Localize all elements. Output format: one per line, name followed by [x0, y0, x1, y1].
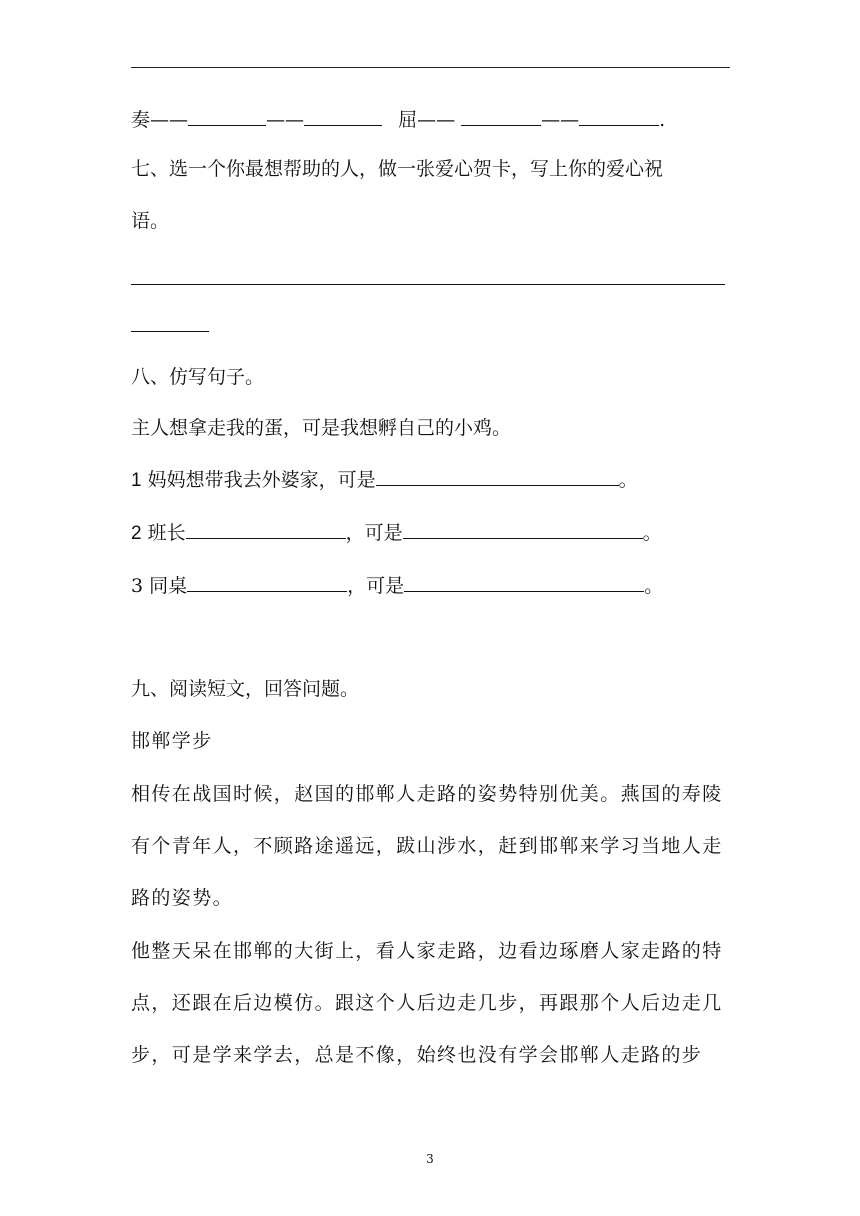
q8-item-3-text: 3 同桌 [131, 575, 188, 597]
q8-item-3-end: 。 [644, 575, 664, 597]
q6-char-1: 奏 [131, 109, 151, 131]
q7-prompt-line-2: 语。 [131, 210, 170, 232]
q8-item-1-end: 。 [618, 469, 638, 491]
q6-answer-row [131, 107, 665, 132]
q8-item-2-mid: ，可是 [345, 522, 403, 544]
passage-paragraph-1-line-2: 有个青年人，不顾路途遥远，跋山涉水，赶到邯郸来学习当地人走 [131, 835, 723, 857]
q6-dash: —— [417, 109, 456, 131]
q7-answer-line-1[interactable] [131, 284, 725, 285]
q8-item-1-number: 1 [131, 470, 142, 491]
q6-blank-4[interactable] [579, 107, 659, 126]
q7-prompt-line-1: 七、选一个你最想帮助的人，做一张爱心贺卡，写上你的爱心祝 [131, 158, 664, 180]
q6-blank-1[interactable] [188, 107, 266, 126]
q6-blank-2[interactable] [304, 107, 382, 126]
q8-item-3-blank-1[interactable] [187, 573, 347, 592]
header-rule [131, 67, 730, 68]
page-number: 3 [426, 1152, 434, 1166]
q8-example-sentence: 主人想拿走我的蛋，可是我想孵自己的小鸡。 [131, 417, 512, 439]
passage-paragraph-1-line-1: 相传在战国时候，赵国的邯郸人走路的姿势特别优美。燕国的寿陵 [131, 783, 723, 805]
q8-item-3-blank-2[interactable] [404, 573, 644, 592]
passage-paragraph-2-line-2: 点，还跟在后边模仿。跟这个人后边走几步，再跟那个人后边走几 [131, 992, 723, 1014]
q6-dash: —— [266, 109, 305, 131]
q8-item-2-blank-2[interactable] [403, 520, 643, 539]
q8-item-3-mid: ，可是 [347, 575, 405, 597]
q7-answer-line-2[interactable] [131, 331, 209, 332]
q6-blank-3[interactable] [461, 107, 541, 126]
q8-item-2 [131, 520, 662, 546]
passage-paragraph-2-line-1: 他整天呆在邯郸的大街上，看人家走路，边看边琢磨人家走路的特 [131, 940, 723, 962]
q9-title: 九、阅读短文，回答问题。 [131, 678, 360, 700]
q8-item-1-blank[interactable] [376, 467, 619, 486]
q8-item-2-text: 班长 [147, 522, 186, 544]
q6-end: . [659, 109, 666, 131]
passage-title: 邯郸学步 [131, 730, 213, 752]
q8-title: 八、仿写句子。 [131, 366, 265, 388]
q8-item-2-end: 。 [642, 522, 662, 544]
q8-item-1 [131, 467, 638, 493]
q8-item-2-number: 2 [131, 523, 142, 544]
q8-item-2-blank-1[interactable] [186, 520, 346, 539]
q6-dash: —— [541, 109, 580, 131]
q6-dash: —— [150, 109, 189, 131]
q8-item-1-text: 妈妈想带我去外婆家，可是 [147, 469, 376, 491]
passage-paragraph-2-line-3: 步，可是学来学去，总是不像，始终也没有学会邯郸人走路的步 [131, 1044, 703, 1066]
q8-item-3 [131, 573, 663, 598]
passage-paragraph-1-line-3: 路的姿势。 [131, 887, 234, 909]
q6-char-2: 屈 [398, 109, 418, 131]
